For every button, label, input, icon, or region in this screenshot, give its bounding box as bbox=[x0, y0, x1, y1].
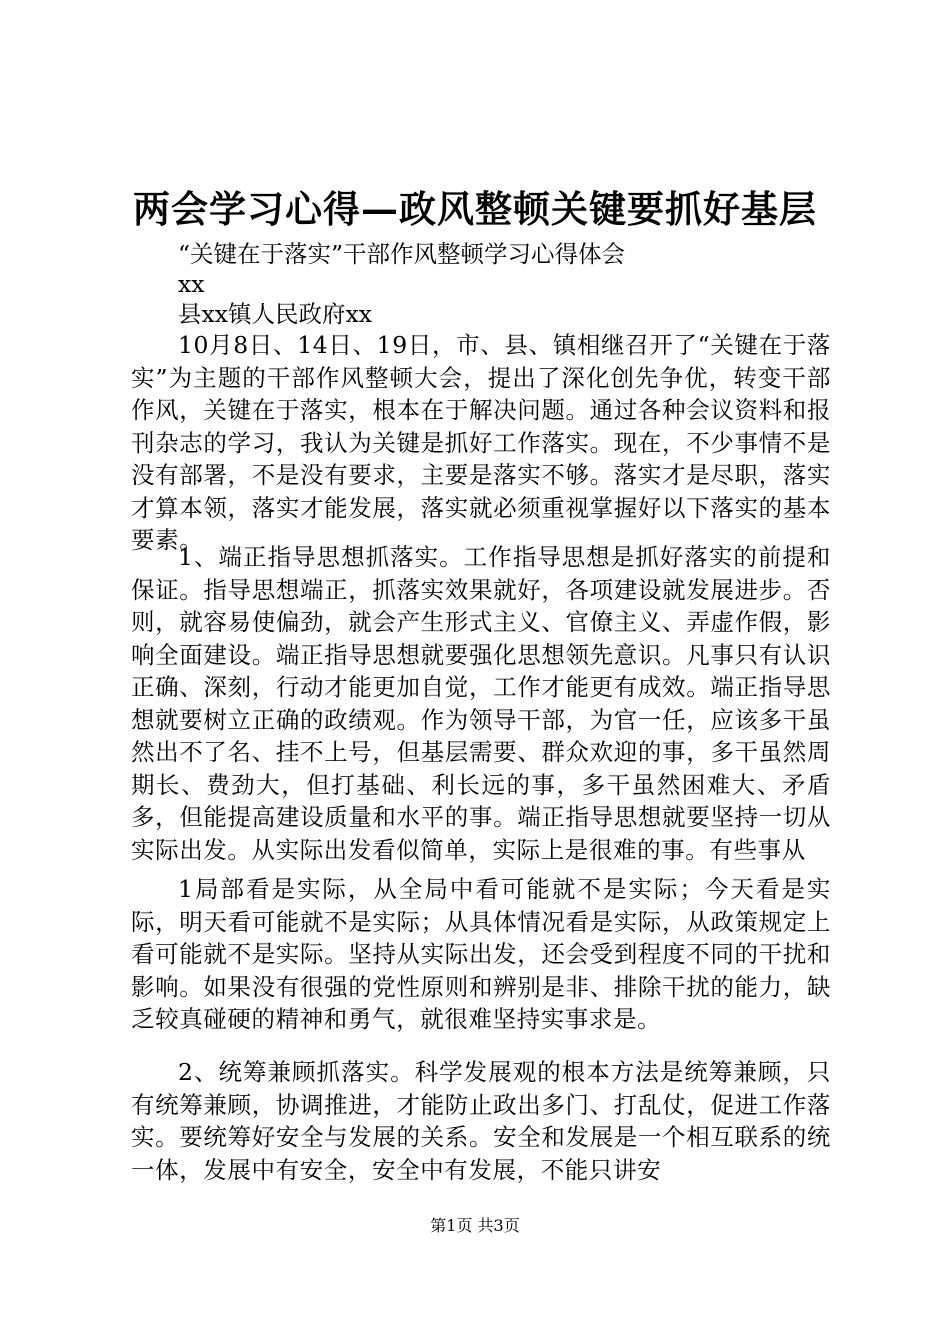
paragraph-intro: 10月8日、14日、19日，市、县、镇相继召开了“关键在于落实”为主题的干部作风整顿大会，提出了深化创先争优，转变干部作风，关键在于落实，根本在于解决问题。通过各种会议资料和报刊杂志的学习，我认为关键是抓好工作落实。现在，不少事情不是没有部署，不是没有要求，主要是落实不够。落实才是尽职，落实才算本领，落实才能发展，落实就必须重视掌握好以下落实的基本要素。 bbox=[131, 331, 831, 554]
paragraph-section-2: 2、统筹兼顾抓落实。科学发展观的根本方法是统筹兼顾，只有统筹兼顾，协调推进，才能防止政出多门、打乱仗，促进工作落实。要统筹好安全与发展的关系。安全和发展是一个相互联系的统一体，发展中有安全，安全中有发展，不能只讲安 bbox=[131, 1058, 831, 1184]
document-subtitle: “关键在于落实”干部作风整顿学习心得体会 bbox=[178, 240, 626, 268]
page-footer: 第1页 共3页 bbox=[430, 1216, 520, 1235]
author-line: xx bbox=[178, 270, 205, 298]
organization-line: 县xx镇人民政府xx bbox=[178, 300, 373, 328]
paragraph-section-1-continued: 1局部看是实际，从全局中看可能就不是实际；今天看是实际，明天看可能就不是实际；从具体情况看是实际，从政策规定上看可能就不是实际。坚持从实际出发，还会受到程度不同的干扰和影响。如果没有很强的党性原则和辨别是非、排除干扰的能力，缺乏较真碰硬的精神和勇气，就很难坚持实事求是。 bbox=[131, 875, 831, 1033]
paragraph-section-1: 1、端正指导思想抓落实。工作指导思想是抓好落实的前提和保证。指导思想端正，抓落实效果就好，各项建设就发展进步。否则，就容易使偏劲，就会产生形式主义、官僚主义、弄虚作假，影响全面建设。端正指导思想就要强化思想领先意识。凡事只有认识正确、深刻，行动才能更加自觉，工作才能更有成效。端正指导思想就要树立正确的政绩观。作为领导干部，为官一任，应该多干虽然出不了名、挂不上号，但基层需要、群众欢迎的事，多干虽然周期长、费劲大，但打基础、利长远的事，多干虽然困难大、矛盾多，但能提高建设质量和水平的事。端正指导思想就要坚持一切从实际出发。从实际出发看似简单，实际上是很难的事。有些事从 bbox=[131, 543, 831, 864]
document-title: 两会学习心得—政风整顿关键要抓好基层 bbox=[133, 187, 817, 231]
